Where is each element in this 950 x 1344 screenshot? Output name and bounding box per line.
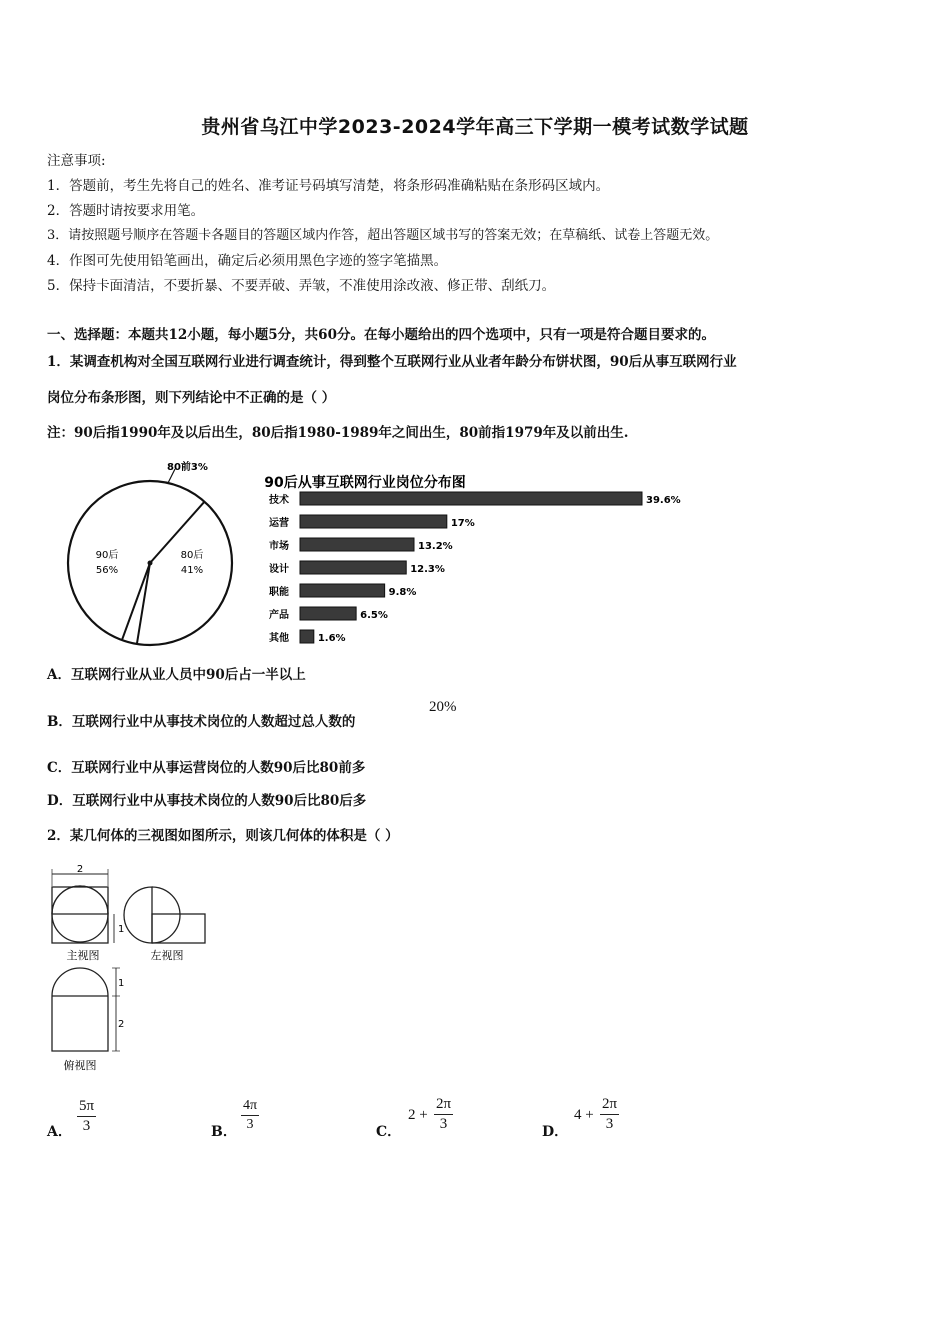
top-view-shape — [52, 968, 108, 1051]
side-view-arc — [152, 887, 180, 943]
pie-label-0: 90后 — [95, 550, 119, 561]
bar-5 — [300, 607, 356, 620]
bar-0 — [300, 492, 642, 505]
q2-option-d-denominator: 3 — [605, 1116, 614, 1132]
page-title: 贵州省乌江中学2023-2024学年高三下学期一模考试数学试题 — [201, 116, 749, 138]
bar-category-3: 设计 — [269, 564, 289, 575]
q2-stem: 2．某几何体的三视图如图所示，则该几何体的体积是（ ） — [47, 828, 399, 844]
q2-option-c-integer: 2 + — [408, 1107, 428, 1123]
pie-label-1: 80后 — [180, 550, 204, 561]
q1-option-b-value: 20% — [429, 699, 457, 715]
q2-option-c-fraction — [434, 1096, 453, 1133]
pie-slice-boundary-0 — [122, 563, 150, 640]
q2-option-b-denominator: 3 — [246, 1117, 254, 1132]
bar-1 — [300, 515, 447, 528]
q1-note: 注：90后指1990年及以后出生，80后指1980-1989年之间出生，80前指1979年及以前出生. — [47, 425, 629, 441]
pie-center — [148, 561, 153, 566]
bar-value-6: 1.6% — [317, 633, 346, 644]
bar-category-6: 其他 — [269, 633, 289, 644]
q2-option-d-label: D． — [542, 1124, 569, 1140]
bar-value-0: 39.6% — [646, 495, 681, 506]
notice-item-2: 2．答题时请按要求用笔。 — [47, 203, 205, 219]
q1-option-d: D．互联网行业中从事技术岗位的人数90后比80后多 — [47, 793, 367, 809]
pie-outside-label: 80前3% — [167, 462, 208, 473]
bar-category-5: 产品 — [269, 610, 289, 621]
dim-width-label: 2 — [76, 864, 84, 875]
notice-item-5: 5．保持卡面清洁，不要折暴、不要弄破、弄皱，不准使用涂改液、修正带、刮纸刀。 — [47, 278, 556, 294]
age-pie-chart — [68, 460, 232, 645]
bar-4 — [300, 584, 385, 597]
notice-item-3: 3．请按照题号顺序在答题卡各题目的答题区域内作答，超出答题区域书写的答案无效；在草稿纸、试卷上答题无效。 — [47, 228, 719, 243]
bar-2 — [300, 538, 414, 551]
front-view-arc-top — [52, 886, 108, 914]
job-bar-chart — [264, 474, 680, 644]
q2-option-d-fraction — [600, 1096, 619, 1133]
q2-option-a-numerator: 5π — [77, 1098, 96, 1117]
section-heading: 一、选择题：本题共12小题，每小题5分，共60分。在每小题给出的四个选项中，只有一项是符合题目要求的。 — [47, 327, 715, 343]
bar-6 — [300, 630, 314, 643]
dim-top-2-label: 2 — [118, 1019, 125, 1030]
q2-option-a-label: A． — [47, 1124, 72, 1140]
q2-option-d-numerator: 2π — [600, 1096, 619, 1115]
bar-category-1: 运营 — [269, 518, 289, 529]
bar-value-1: 17% — [450, 518, 475, 529]
three-view-figure — [40, 862, 220, 1074]
bar-value-3: 12.3% — [410, 564, 445, 575]
bar-value-4: 9.8% — [388, 587, 417, 598]
side-view-label: 左视图 — [150, 949, 184, 962]
q1-option-c: C．互联网行业中从事运营岗位的人数90后比80前多 — [47, 760, 366, 776]
q1-figure — [55, 455, 705, 650]
bar-category-2: 市场 — [269, 541, 289, 552]
bar-value-2: 13.2% — [418, 541, 453, 552]
side-view-rect — [152, 914, 205, 943]
q1-stem-line1: 1．某调查机构对全国互联网行业进行调查统计，得到整个互联网行业从业者年龄分布饼状图，90后从事互联网行业 — [47, 354, 737, 370]
bar-category-4: 职能 — [269, 587, 289, 598]
bar-3 — [300, 561, 406, 574]
notice-item-1: 1．答题前，考生先将自己的姓名、准考证号码填写清楚，将条形码准确粘贴在条形码区域内。 — [47, 178, 610, 194]
notice-item-4: 4．作图可先使用铅笔画出，确定后必须用黑色字迹的签字笔描黑。 — [47, 253, 448, 269]
q2-option-c-label: C． — [376, 1124, 402, 1140]
q2-option-b-numerator: 4π — [241, 1098, 259, 1116]
q2-option-a-denominator: 3 — [82, 1118, 91, 1134]
pie-value-0: 56% — [95, 565, 119, 576]
front-view-label: 主视图 — [66, 949, 100, 962]
q2-option-c-numerator: 2π — [434, 1096, 453, 1115]
notice-heading: 注意事项: — [47, 153, 106, 169]
q2-option-d-integer: 4 + — [574, 1107, 594, 1123]
side-view-semicircle — [124, 887, 152, 943]
bar-value-5: 6.5% — [360, 610, 388, 621]
q1-option-b: B．互联网行业中从事技术岗位的人数超过总人数的 — [47, 714, 356, 730]
bar-category-0: 技术 — [269, 495, 289, 506]
q1-stem-line2: 岗位分布条形图，则下列结论中不正确的是（ ） — [47, 390, 336, 406]
q2-option-b-label: B． — [211, 1124, 237, 1140]
q2-option-a-fraction — [77, 1098, 96, 1135]
top-view-label: 俯视图 — [63, 1059, 97, 1072]
q1-option-a: A．互联网行业从业人员中90后占一半以上 — [47, 667, 306, 683]
dim-top-1-label: 1 — [118, 978, 125, 989]
bar-chart-title: 90后从事互联网行业岗位分布图 — [264, 475, 466, 491]
pie-slice-boundary-2 — [137, 563, 150, 644]
pie-value-1: 41% — [180, 565, 204, 576]
q2-option-c-denominator: 3 — [439, 1116, 448, 1132]
q2-option-b-fraction — [241, 1098, 259, 1133]
dim-front-height-label: 1 — [118, 924, 125, 935]
